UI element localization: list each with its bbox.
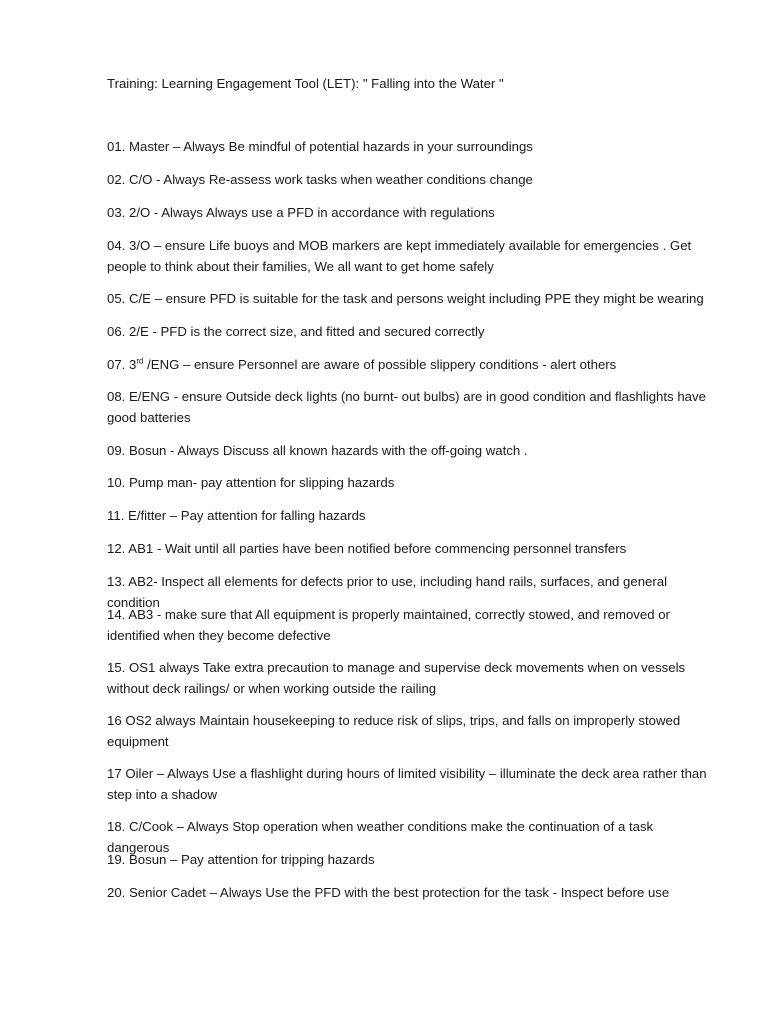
list-item-07 [107,355,719,376]
list-item-18: 18. C/Cook – Always Stop operation when weather conditions make the continuation of a task dangerous [107,819,654,855]
list-item-07-text: /ENG – ensure Personnel are aware of possible slippery conditions - alert others [143,357,617,372]
document-title: Training: Learning Engagement Tool (LET): " Falling into the Water " [107,76,504,91]
list-item-02: 02. C/O - Always Re-assess work tasks when weather conditions change [107,172,533,187]
list-item-01: 01. Master – Always Be mindful of potential hazards in your surroundings [107,139,533,154]
list-item-20: 20. Senior Cadet – Always Use the PFD with the best protection for the task - Inspect before use [107,885,670,900]
list-item-19: 19. Bosun – Pay attention for tripping hazards [107,852,375,867]
list-item-11: 11. E/fitter – Pay attention for falling hazards [107,508,366,523]
list-item-05: 05. C/E – ensure PFD is suitable for the task and persons weight including PPE they might be wearing [107,291,704,306]
list-item-04: 04. 3/O – ensure Life buoys and MOB markers are kept immediately available for emergencies . Get people to think about their families, We all want to get home safely [107,238,692,274]
list-item-08: 08. E/ENG - ensure Outside deck lights (no burnt- out bulbs) are in good condition and flashlights have good batteries [107,389,706,425]
list-item-15: 15. OS1 always Take extra precaution to manage and supervise deck movements when on vessels without deck railings/ or when working outside the railing [107,660,686,696]
list-item-12: 12. AB1 - Wait until all parties have been notified before commencing personnel transfers [107,541,627,556]
list-item-17: 17 Oiler – Always Use a flashlight during hours of limited visibility – illuminate the deck area rather than step into a shadow [107,766,707,802]
list-item-16: 16 OS2 always Maintain housekeeping to reduce risk of slips, trips, and falls on improperly stowed equipment [107,713,681,749]
list-item-07-prefix: 07. 3 [107,357,137,372]
list-item-10: 10. Pump man- pay attention for slipping hazards [107,475,395,490]
list-item-07-superscript: rd [136,356,144,366]
list-item-03: 03. 2/O - Always Always use a PFD in accordance with regulations [107,205,495,220]
list-item-13: 13. AB2- Inspect all elements for defects prior to use, including hand rails, surfaces, and general condition [107,574,668,610]
list-item-14: 14. AB3 - make sure that All equipment is properly maintained, correctly stowed, and removed or identified when they become defective [107,607,670,643]
list-item-09: 09. Bosun - Always Discuss all known hazards with the off-going watch . [107,443,528,458]
list-item-06: 06. 2/E - PFD is the correct size, and fitted and secured correctly [107,324,485,339]
